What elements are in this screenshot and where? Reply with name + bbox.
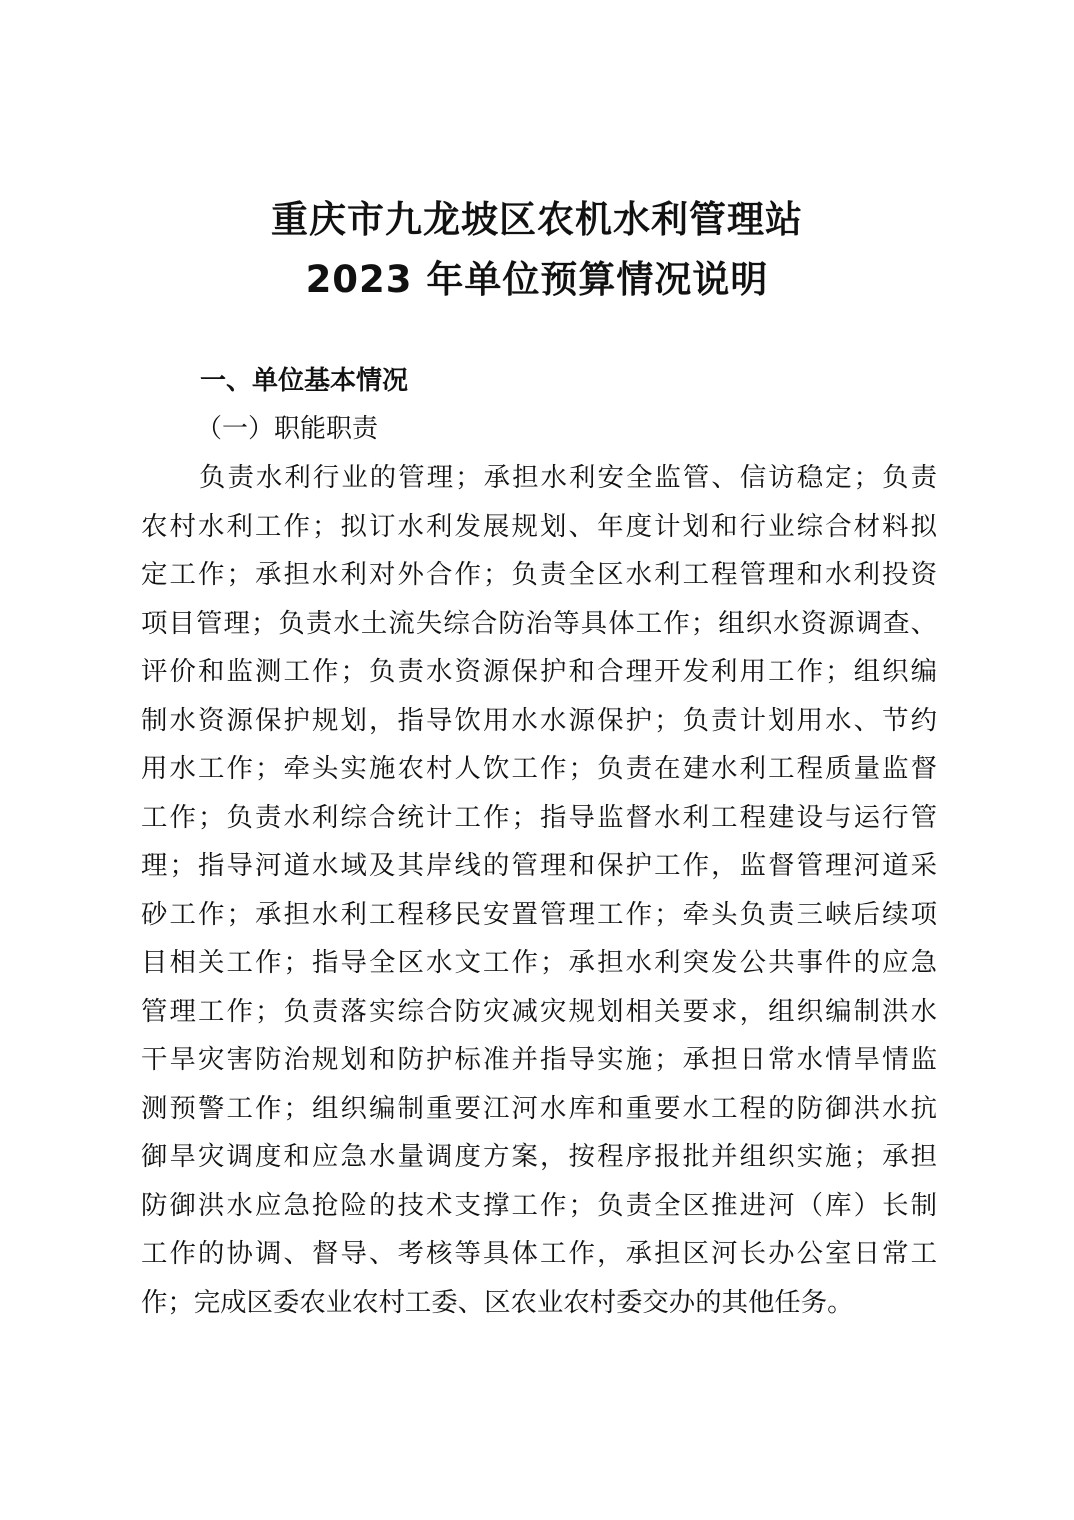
paragraph-line: 用水工作；牵头实施农村人饮工作；负责在建水利工程质量监督 bbox=[141, 753, 937, 784]
document-title bbox=[0, 190, 1074, 310]
title-line-1: 重庆市九龙坡区农机水利管理站 bbox=[271, 198, 803, 241]
paragraph-line: 作；完成区委农业农村工委、区农业农村委交办的其他任务。 bbox=[141, 1286, 854, 1318]
paragraph-line: 目相关工作；指导全区水文工作；承担水利突发公共事件的应急 bbox=[141, 947, 937, 978]
title-line-2: 2023 年单位预算情况说明 bbox=[305, 258, 769, 301]
paragraph-line: 定工作；承担水利对外合作；负责全区水利工程管理和水利投资 bbox=[141, 559, 937, 590]
paragraph-line: 制水资源保护规划，指导饮用水水源保护；负责计划用水、节约 bbox=[141, 704, 937, 736]
paragraph-line: 管理工作；负责落实综合防灾减灾规划相关要求，组织编制洪水 bbox=[141, 995, 937, 1027]
duties-paragraph bbox=[141, 454, 937, 1327]
paragraph-line: 农村水利工作；拟订水利发展规划、年度计划和行业综合材料拟 bbox=[141, 510, 937, 542]
paragraph-line: 防御洪水应急抢险的技术支撑工作；负责全区推进河（库）长制 bbox=[141, 1189, 937, 1221]
paragraph-line: 理；指导河道水域及其岸线的管理和保护工作，监督管理河道采 bbox=[141, 850, 937, 881]
subsection-heading-duties: （一）职能职责 bbox=[196, 414, 379, 444]
section-heading-basic-info: 一、单位基本情况 bbox=[200, 366, 409, 396]
paragraph-line: 干旱灾害防治规划和防护标准并指导实施；承担日常水情旱情监 bbox=[141, 1044, 937, 1075]
paragraph-line: 工作的协调、督导、考核等具体工作，承担区河长办公室日常工 bbox=[141, 1238, 937, 1269]
paragraph-line: 评价和监测工作；负责水资源保护和合理开发利用工作；组织编 bbox=[141, 656, 937, 687]
paragraph-line: 工作；负责水利综合统计工作；指导监督水利工程建设与运行管 bbox=[141, 801, 937, 833]
paragraph-line: 负责水利行业的管理；承担水利安全监管、信访稳定；负责 bbox=[199, 462, 937, 493]
paragraph-line: 项目管理；负责水土流失综合防治等具体工作；组织水资源调查、 bbox=[141, 607, 937, 639]
paragraph-line: 御旱灾调度和应急水量调度方案，按程序报批并组织实施；承担 bbox=[141, 1141, 937, 1172]
paragraph-line: 测预警工作；组织编制重要江河水库和重要水工程的防御洪水抗 bbox=[141, 1092, 937, 1124]
paragraph-line: 砂工作；承担水利工程移民安置管理工作；牵头负责三峡后续项 bbox=[141, 898, 937, 930]
